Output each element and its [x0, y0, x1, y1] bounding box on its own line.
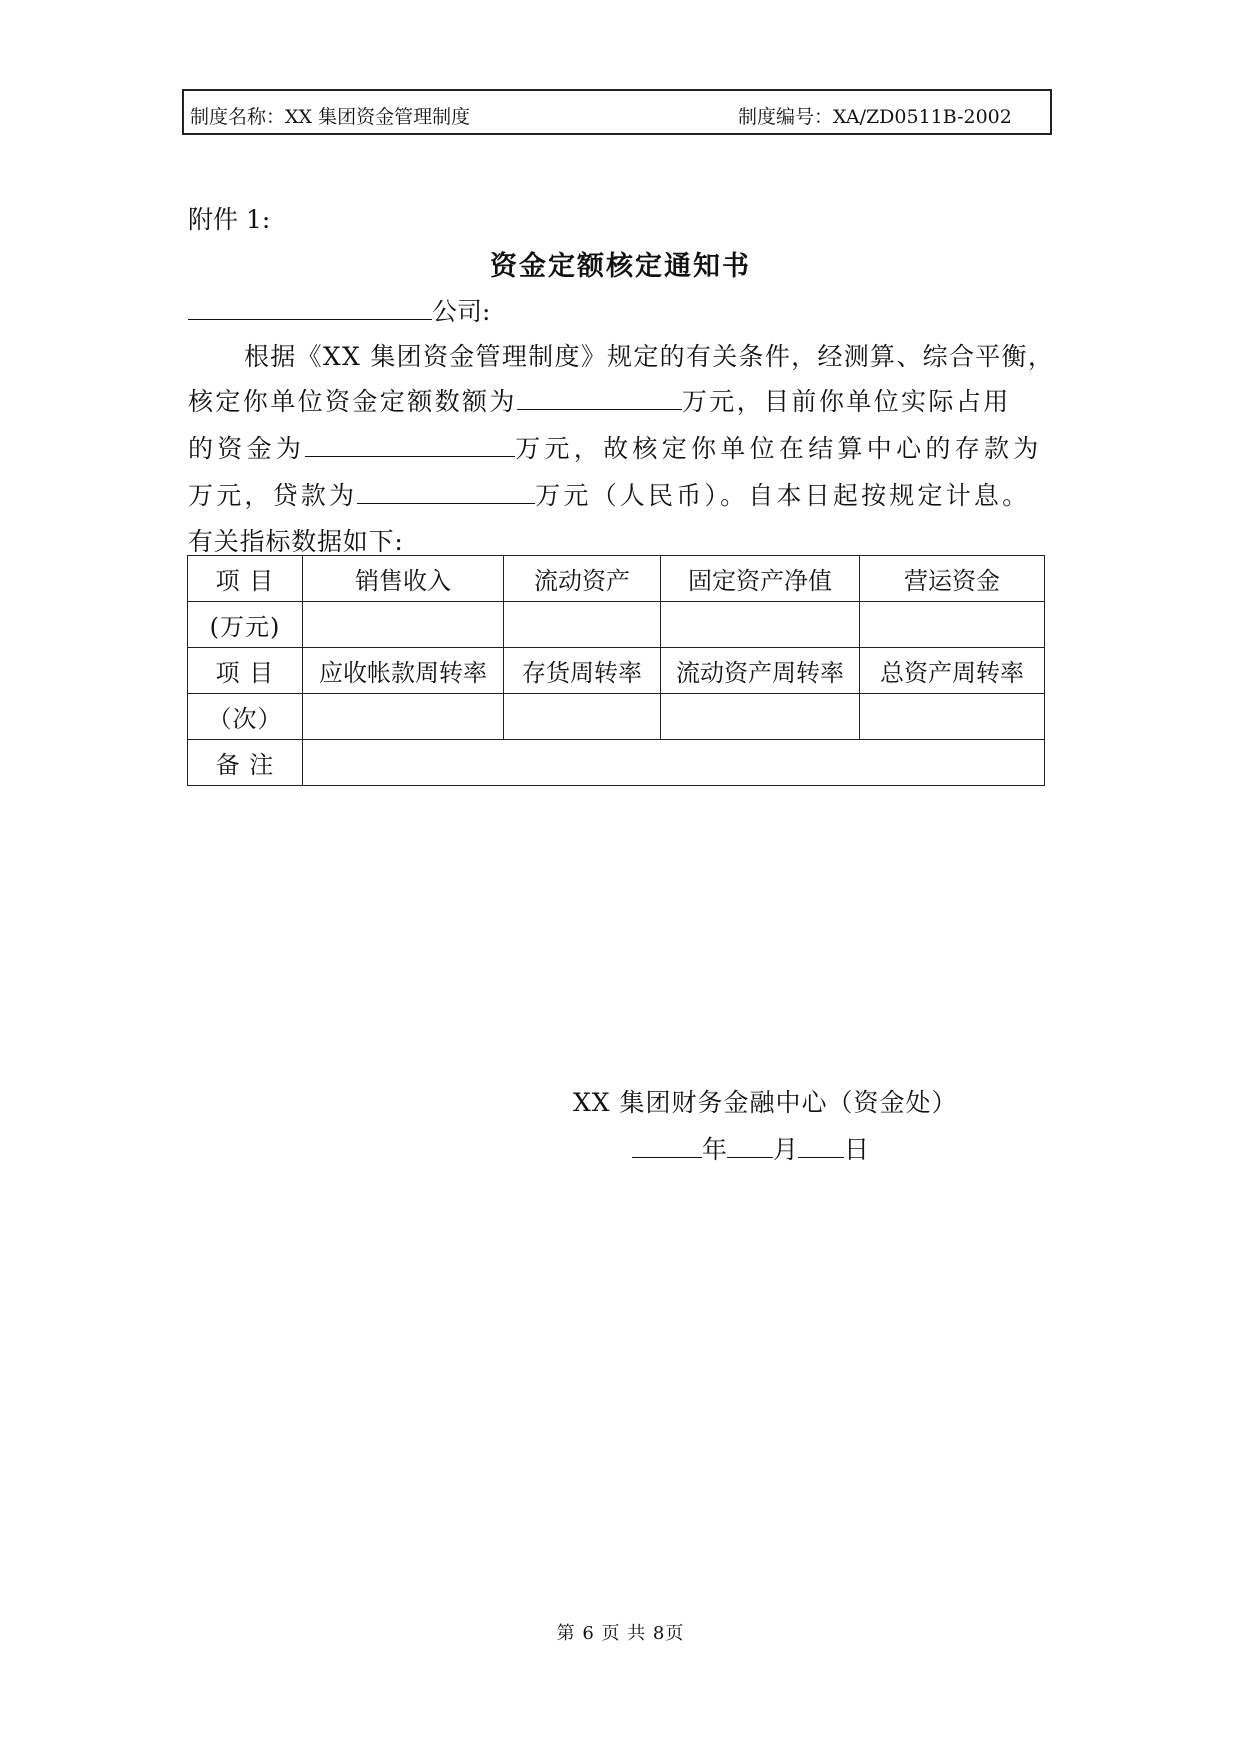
regulation-number: 制度编号：XA/ZD0511B-2002	[738, 106, 1012, 128]
header-current-assets: 流动资产	[504, 556, 661, 602]
loan-amount-blank	[357, 477, 535, 504]
date-line	[632, 1130, 869, 1166]
table-cell	[860, 694, 1045, 740]
day-label: 日	[844, 1135, 870, 1164]
table-row	[188, 694, 1045, 740]
table-cell	[661, 694, 860, 740]
header-receivables-turnover: 应收帐款周转率	[303, 648, 504, 694]
year-blank	[632, 1131, 702, 1158]
row-label-unit-times: （次）	[188, 694, 303, 740]
quota-amount-blank	[517, 383, 682, 410]
year-label: 年	[702, 1135, 728, 1164]
remark-cell	[303, 740, 1045, 786]
table-row	[188, 556, 1045, 602]
header-net-fixed-assets: 固定资产净值	[661, 556, 860, 602]
remark-label: 备 注	[188, 740, 303, 786]
month-label: 月	[773, 1135, 799, 1164]
company-name-blank	[188, 293, 432, 320]
header-current-assets-turnover: 流动资产周转率	[661, 648, 860, 694]
document-header	[182, 89, 1052, 135]
body-line-3-b: 万元，故核定你单位在结算中心的存款为	[515, 434, 1043, 463]
body-line-3-a: 的资金为	[188, 434, 306, 463]
body-line-3	[188, 429, 1043, 465]
body-line-1: 根据《XX 集团资金管理制度》规定的有关条件，经测算、综合平衡，	[244, 342, 1055, 371]
row-label-item: 项 目	[188, 556, 303, 602]
header-total-assets-turnover: 总资产周转率	[860, 648, 1045, 694]
body-line-2-b: 万元，目前你单位实际占用	[681, 387, 1011, 416]
day-blank	[798, 1131, 844, 1158]
body-line-4-a: 万元，贷款为	[188, 481, 358, 510]
company-suffix: 公司:	[432, 297, 491, 326]
document-title: 资金定额核定通知书	[490, 251, 751, 282]
header-sales-revenue: 销售收入	[303, 556, 504, 602]
table-row	[188, 740, 1045, 786]
body-line-2-a: 核定你单位资金定额数额为	[188, 387, 517, 416]
table-row	[188, 602, 1045, 648]
table-cell	[303, 694, 504, 740]
table-cell	[504, 694, 661, 740]
table-cell	[860, 602, 1045, 648]
regulation-name: 制度名称：XX 集团资金管理制度	[190, 106, 471, 128]
header-working-capital: 营运资金	[860, 556, 1045, 602]
table-row	[188, 648, 1045, 694]
month-blank	[727, 1131, 773, 1158]
row-label-unit-wan: (万元)	[188, 602, 303, 648]
body-line-5: 有关指标数据如下:	[188, 527, 404, 556]
row-label-item: 项 目	[188, 648, 303, 694]
attachment-label: 附件 1:	[188, 205, 271, 234]
body-line-4-b: 万元（人民币）。自本日起按规定计息。	[535, 481, 1031, 510]
occupied-funds-blank	[305, 430, 515, 457]
table-cell	[504, 602, 661, 648]
table-cell	[303, 602, 504, 648]
header-inventory-turnover: 存货周转率	[504, 648, 661, 694]
page-number: 第 6 页 共 8页	[556, 1623, 685, 1644]
body-line-4	[188, 476, 1030, 512]
metrics-table	[187, 555, 1045, 786]
table-cell	[661, 602, 860, 648]
addressee-line	[188, 292, 490, 328]
body-line-2	[188, 382, 1011, 418]
issuing-organization: XX 集团财务金融中心（资金处）	[573, 1088, 958, 1117]
